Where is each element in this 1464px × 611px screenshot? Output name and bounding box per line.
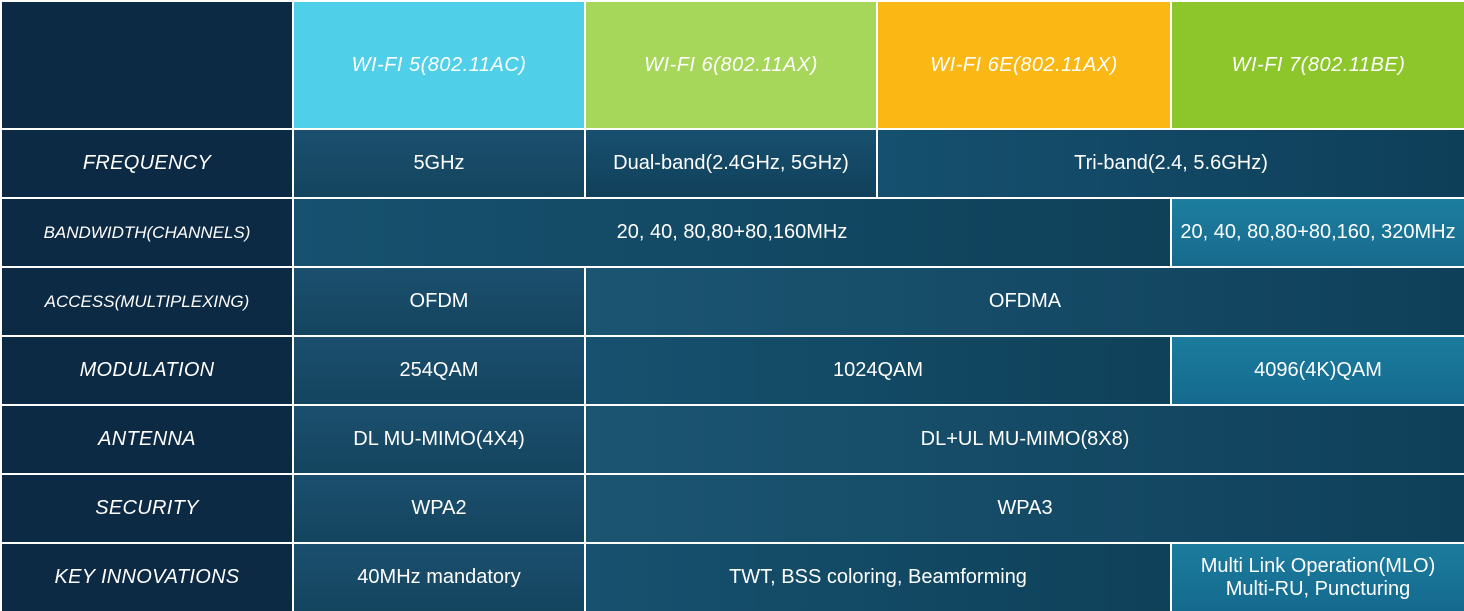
row-label-bandwidth: BANDWIDTH(CHANNELS) <box>1 198 293 267</box>
cell-key-innovations-wifi6-6e: TWT, BSS coloring, Beamforming <box>585 543 1171 611</box>
cell-modulation-wifi6-6e: 1024QAM <box>585 336 1171 405</box>
table-header-row <box>1 1 1464 129</box>
column-header-wifi6e: WI-FI 6E(802.11AX) <box>877 1 1171 129</box>
cell-security-wifi5: WPA2 <box>293 474 585 543</box>
row-label-security: SECURITY <box>1 474 293 543</box>
cell-frequency-wifi6e-wifi7: Tri-band(2.4, 5.6GHz) <box>877 129 1464 198</box>
cell-key-innovations-wifi5: 40MHz mandatory <box>293 543 585 611</box>
cell-antenna-wifi6-6e-7: DL+UL MU-MIMO(8X8) <box>585 405 1464 474</box>
cell-bandwidth-wifi7: 20, 40, 80,80+80,160, 320MHz <box>1171 198 1464 267</box>
cell-access-wifi6-6e-7: OFDMA <box>585 267 1464 336</box>
table-row <box>1 336 1464 405</box>
table-row <box>1 198 1464 267</box>
column-header-wifi5: WI-FI 5(802.11AC) <box>293 1 585 129</box>
table-corner-cell <box>1 1 293 129</box>
cell-key-innovations-wifi7: Multi Link Operation(MLO) Multi-RU, Puncturing <box>1171 543 1464 611</box>
cell-access-wifi5: OFDM <box>293 267 585 336</box>
cell-modulation-wifi7: 4096(4K)QAM <box>1171 336 1464 405</box>
cell-frequency-wifi6: Dual-band(2.4GHz, 5GHz) <box>585 129 877 198</box>
row-label-antenna: ANTENNA <box>1 405 293 474</box>
row-label-modulation: MODULATION <box>1 336 293 405</box>
cell-security-wifi6-6e-7: WPA3 <box>585 474 1464 543</box>
cell-bandwidth-wifi5-6-6e: 20, 40, 80,80+80,160MHz <box>293 198 1171 267</box>
row-label-frequency: FREQUENCY <box>1 129 293 198</box>
table-row <box>1 267 1464 336</box>
column-header-wifi6: WI-FI 6(802.11AX) <box>585 1 877 129</box>
table-row <box>1 543 1464 611</box>
table-row <box>1 405 1464 474</box>
row-label-key-innovations: KEY INNOVATIONS <box>1 543 293 611</box>
cell-antenna-wifi5: DL MU-MIMO(4X4) <box>293 405 585 474</box>
row-label-access: ACCESS(MULTIPLEXING) <box>1 267 293 336</box>
table-row <box>1 474 1464 543</box>
column-header-wifi7: WI-FI 7(802.11BE) <box>1171 1 1464 129</box>
cell-frequency-wifi5: 5GHz <box>293 129 585 198</box>
table-row <box>1 129 1464 198</box>
cell-modulation-wifi5: 254QAM <box>293 336 585 405</box>
